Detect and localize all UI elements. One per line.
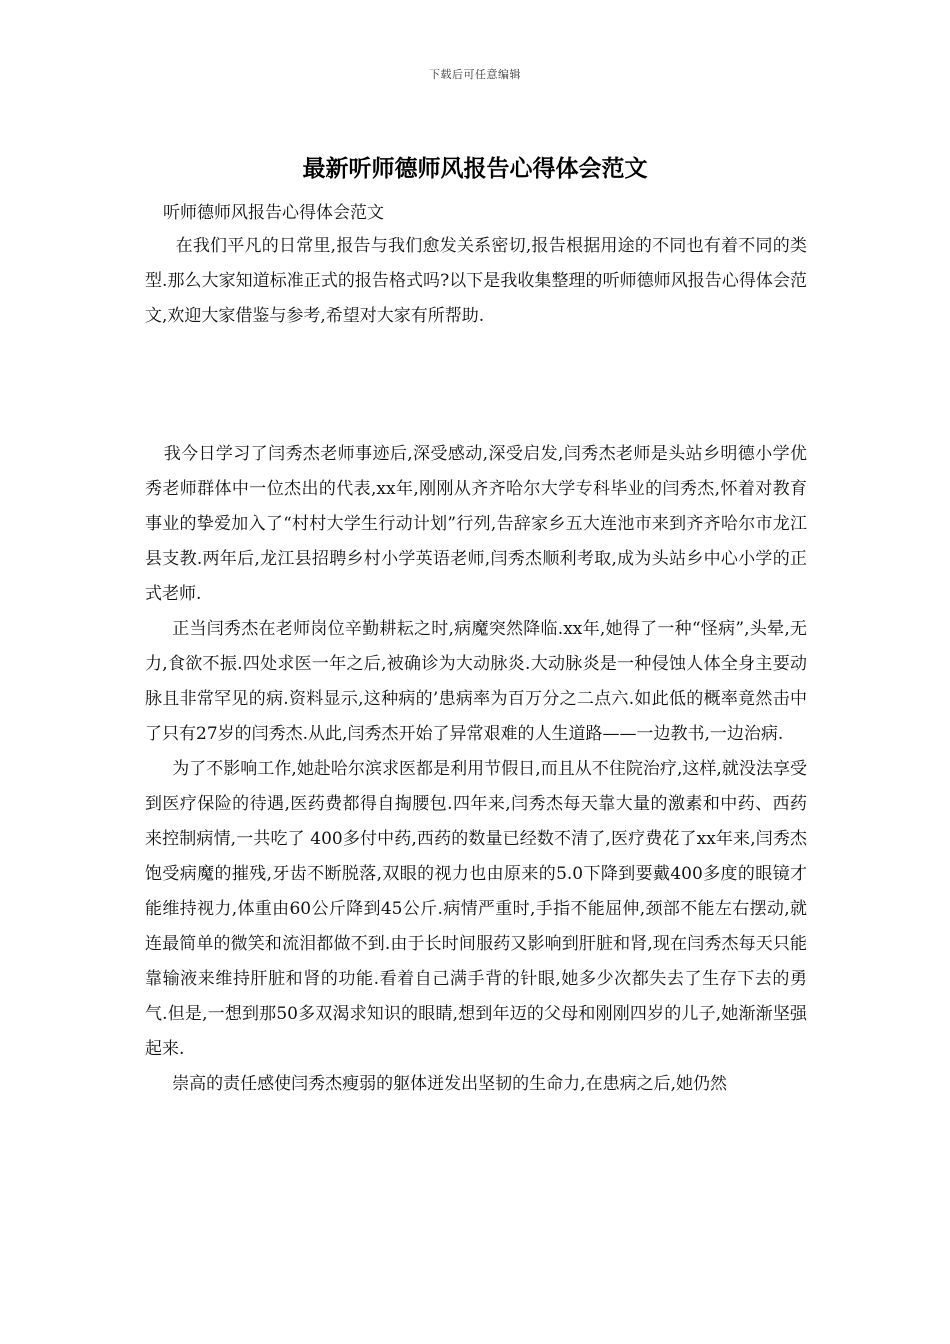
- header-note: 下载后可任意编辑: [429, 68, 521, 81]
- body-paragraph-3: 为了不影响工作,她赴哈尔滨求医都是利用节假日,而且从不住院治疗,这样,就没法享受到医疗保险的待遇,医药费都得自掏腰包.四年来,闫秀杰每天靠大量的激素和中药、西药来控制病情,一共吃了 400多付中药,西药的数量已经数不清了,医疗费花了xx年来,闫秀杰饱受病魔的摧残,牙齿不断脱落,双眼的视力也由原来的5.0下降到要戴400多度的眼镜才能维持视力,体重由60公斤降到45公斤.病情严重时,手指不能屈伸,颈部不能左右摆动,就连最简单的微笑和流泪都做不到.由于长时间服药又影响到肝脏和肾,现在闫秀杰每天只能靠输液来维持肝脏和肾的功能.看着自己满手背的针眼,她多少次都失去了生存下去的勇气.但是,一想到那50多双渴求知识的眼睛,想到年迈的父母和刚刚四岁的儿子,她渐渐坚强起来.: [145, 759, 807, 1059]
- body-paragraph-4: 崇高的责任感使闫秀杰瘦弱的躯体迸发出坚韧的生命力,在患病之后,她仍然: [172, 1074, 727, 1094]
- intro-block: [145, 229, 807, 334]
- main-body: [145, 437, 807, 1102]
- body-paragraph-2: 正当闫秀杰在老师岗位辛勤耕耘之时,病魔突然降临.xx年,她得了一种“怪病”,头晕,无力,食欲不振.四处求医一年之后,被确诊为大动脉炎.大动脉炎是一种侵蚀人体全身主要动脉且非常罕见的病.资料显示,这种病的’患病率为百万分之二点六.如此低的概率竟然击中了只有27岁的闫秀杰.从此,闫秀杰开始了异常艰难的人生道路——一边教书,一边治病.: [145, 619, 807, 744]
- body-paragraph-1: 我今日学习了闫秀杰老师事迹后,深受感动,深受启发,闫秀杰老师是头站乡明德小学优秀老师群体中一位杰出的代表,xx年,刚刚从齐齐哈尔大学专科毕业的闫秀杰,怀着对教育事业的挚爱加入了“村村大学生行动计划”行列,告辞家乡五大连池市来到齐齐哈尔市龙江县支教.两年后,龙江县招聘乡村小学英语老师,闫秀杰顺利考取,成为头站乡中心小学的正式老师.: [145, 444, 807, 604]
- document-title: 最新听师德师风报告心得体会范文: [302, 155, 648, 182]
- document-subtitle: 听师德师风报告心得体会范文: [163, 203, 384, 223]
- intro-paragraph: 在我们平凡的日常里,报告与我们愈发关系密切,报告根据用途的不同也有着不同的类型.那么大家知道标准正式的报告格式吗?以下是我收集整理的听师德师风报告心得体会范文,欢迎大家借鉴与参考,希望对大家有所帮助.: [145, 236, 807, 326]
